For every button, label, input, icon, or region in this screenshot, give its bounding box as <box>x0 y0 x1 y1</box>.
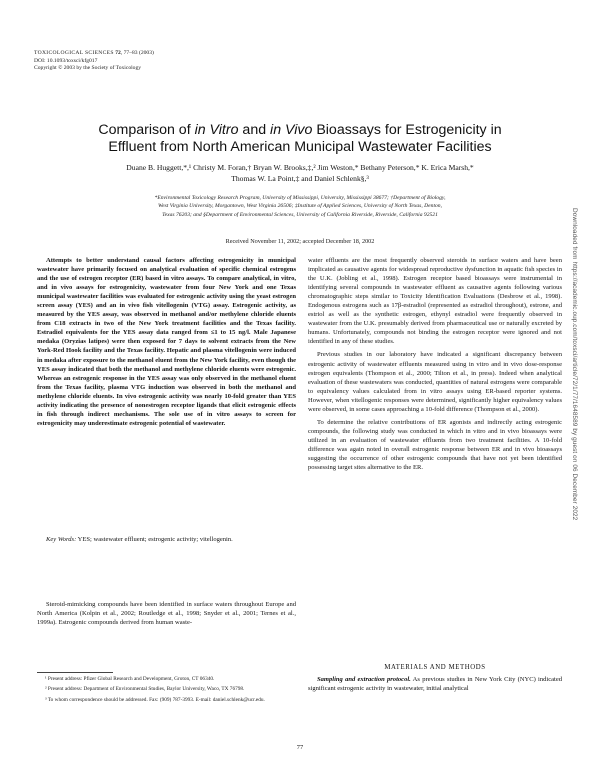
affiliation-line-2: West Virginia University, Morgantown, West Virginia 26506; ‡Institute of Applied Sciences, University of North Texas, Denton, <box>157 203 442 210</box>
abstract-text: Attempts to better understand causal factors affecting estrogenicity in municipal wastewater have primarily focused on analytical evaluation of specific chemical estrogens and the use of estrogen receptor (ER) based in vitro assays. To compare analytical, in vitro, and in vivo assays for estrogenicity, wastewater from four New York and one Texas municipal wastewater facilities was evaluated for estrogenic activity using the yeast estrogen screen assay (YES) and an in vivo fish vitellogenin (VTG) assay. Estrogenic activity, as measured by the YES assay, was observed in methanol and/or methylene chloride eluents from C18 extracts in two of the New York treatment facilities and the Texas facility. Estradiol equivalents for the YES assay data ranged from ≤1 to 15 ng/l. Male Japanese medaka (Oryzias latipes) were then exposed for 7 days to solvent extracts from the New York-Red Hook facility and the Texas facility. Hepatic and plasma vitellogenin were induced in medaka after exposure to the methanol eluent from the New York facility, even though the YES assay indicated that both the methanol and methylene chloride eluents were estrogenic. Whereas an estrogenic response in the YES assay was only observed in the methanol eluent from the Texas facility, plasma VTG induction was observed in both the methanol and methylene chloride eluents. In vivo estrogenic activity was nearly 10-fold greater than YES activity indicating the presence of nonestrogen receptor ligands that elicit estrogenic effects in fish through indirect mechanisms. The sole use of in vitro assays to screen for estrogenicity may underestimate estrogenic potential of wastewater. <box>37 257 296 427</box>
methods-subheading: Sampling and extraction protocol. <box>317 676 411 683</box>
copyright: Copyright © 2003 by the Society of Toxicology <box>34 65 142 72</box>
title-in-vivo: in Vivo <box>270 122 313 138</box>
footnote-2: ² Present address: Department of Environmental Studies, Baylor University, Waco, TX 76798. <box>45 686 245 693</box>
keywords-label: Key Words: <box>46 536 77 543</box>
title-in-vitro: in Vitro <box>194 122 239 138</box>
journal-name: TOXICOLOGICAL SCIENCES <box>34 50 114 56</box>
methods-paragraph: As previous studies in New York City (NYC) indicated significant estrogenic activity in wastewater, initial analytical <box>308 676 562 693</box>
footnote-rule <box>37 672 113 673</box>
methods-text <box>308 675 562 693</box>
keywords <box>37 535 296 544</box>
section-heading-methods: MATERIALS AND METHODS <box>384 664 486 671</box>
abstract <box>37 256 296 428</box>
intro-paragraph: Steroid-mimicking compounds have been identified in surface waters throughout Europe and North America (Kolpin et al., 2002; Routledge et al., 1998; Snyder et al., 2001; Ternes et al., 1999a). Estrogenic compounds derived from human waste- <box>37 601 296 627</box>
intro-paragraph-3: To determine the relative contributions of ER agonists and indirectly acting estrogenic compounds, the following study was conducted in which in vitro and in vivo bioassays were utilized in an evaluation of wastewater effluents from two treatment facilities. A 10-fold difference was again noted in overall estrogenic response between ER and in vivo bioassays suggesting the occurrence of other estrogenic compounds that have not yet been identified possessing target sites alternative to the ER. <box>308 418 562 472</box>
journal-volume: 72 <box>115 50 121 56</box>
received-dates: Received November 11, 2002; accepted December 18, 2002 <box>225 238 375 245</box>
affiliations <box>60 194 540 219</box>
author-list <box>40 162 560 184</box>
journal-pages: 77–83 (2003) <box>123 50 154 56</box>
intro-paragraph-1: water effluents are the most frequently observed steroids in surface waters and have been implicated as causative agents for widespread reproductive dysfunction in aquatic fish species in the U.K. (Jobling et al., 1998). Estrogen receptor based bioassays were instrumental in identifying several compounds in wastewater effluent as causative agents following various chromatographic steps similar to Toxicity Identification Evaluations (Desbrow et al., 1998). Endogenous estrogens such as 17β-estradiol (represented as estradiol throughout), estrone, and estriol as well as the synthetic estrogen, ethynyl estradiol were frequently observed in wastewater from the U.K. presumably derived from pharmaceutical use or naturally excreted by humans. Unfortunately, compounds not binding the estrogen receptor were ignored and not identified in any of these studies. <box>308 257 562 346</box>
footnote-3: ³ To whom correspondence should be addressed. Fax: (909) 787-3993. E-mail: daniel.schlenk@ucr.edu. <box>45 696 265 703</box>
footnote-1: ¹ Present address: Pfizer Global Research and Development, Groton, CT 06340. <box>45 676 215 682</box>
page-number: 77 <box>296 744 304 751</box>
affiliation-line-3: Texas 76203; and §Department of Environmental Sciences, University of California Riverside, Riverside, California 92521 <box>162 211 438 218</box>
download-notice[interactable]: Downloaded from https://academic.oup.com/toxsci/article/72/1/77/1648589 by guest on 06 December 2022 <box>571 208 578 521</box>
authors-line-1: Duane B. Huggett,*,¹ Christy M. Foran,† Bryan W. Brooks,‡,² Jim Weston,* Bethany Peterson,* K. Erica Marsh,* <box>126 163 474 172</box>
title-part: Bioassays for Estrogenicity in <box>312 122 502 138</box>
authors-line-2: Thomas W. La Point,‡ and Daniel Schlenk§,³ <box>231 174 369 183</box>
journal-header: TOXICOLOGICAL SCIENCES 72, 77–83 (2003) DOI: 10.1093/toxsci/kfg017 Copyright © 2003 by the Society of Toxicology <box>34 50 154 72</box>
introduction-right <box>308 256 562 472</box>
intro-paragraph-2: Previous studies in our laboratory have indicated a significant discrepancy between estrogenic activity of wastewater effluents measured using in vitro and in vivo dose-response estrogen equivalents (Thompson et al., 2000; Tilton et al., in press). Indeed when analytical evaluation of these wastewaters was conducted, quantities of natural estrogens were comparable to equivalency values calculated from in vitro assays using ER-based reporter systems. However, when vitellogenic responses were determined, significantly higher equivalency values were observed, in some cases approaching a 10-fold difference (Thompson et al., 2000). <box>308 351 562 413</box>
title-part: Comparison of <box>98 122 195 138</box>
introduction-left <box>37 600 296 627</box>
keywords-text: YES; wastewater effluent; estrogenic activity; vitellogenin. <box>76 536 233 543</box>
footnotes <box>37 676 296 707</box>
article-title <box>40 122 560 156</box>
title-line-2: Effluent from North American Municipal Wastewater Facilities <box>108 139 492 155</box>
doi: DOI: 10.1093/toxsci/kfg017 <box>34 57 98 64</box>
affiliation-line-1: *Environmental Toxicology Research Program, University of Mississippi, University, Mississippi 38677; †Department of Biology, <box>154 195 446 201</box>
download-sidebar <box>572 208 584 648</box>
title-part: and <box>238 122 271 138</box>
